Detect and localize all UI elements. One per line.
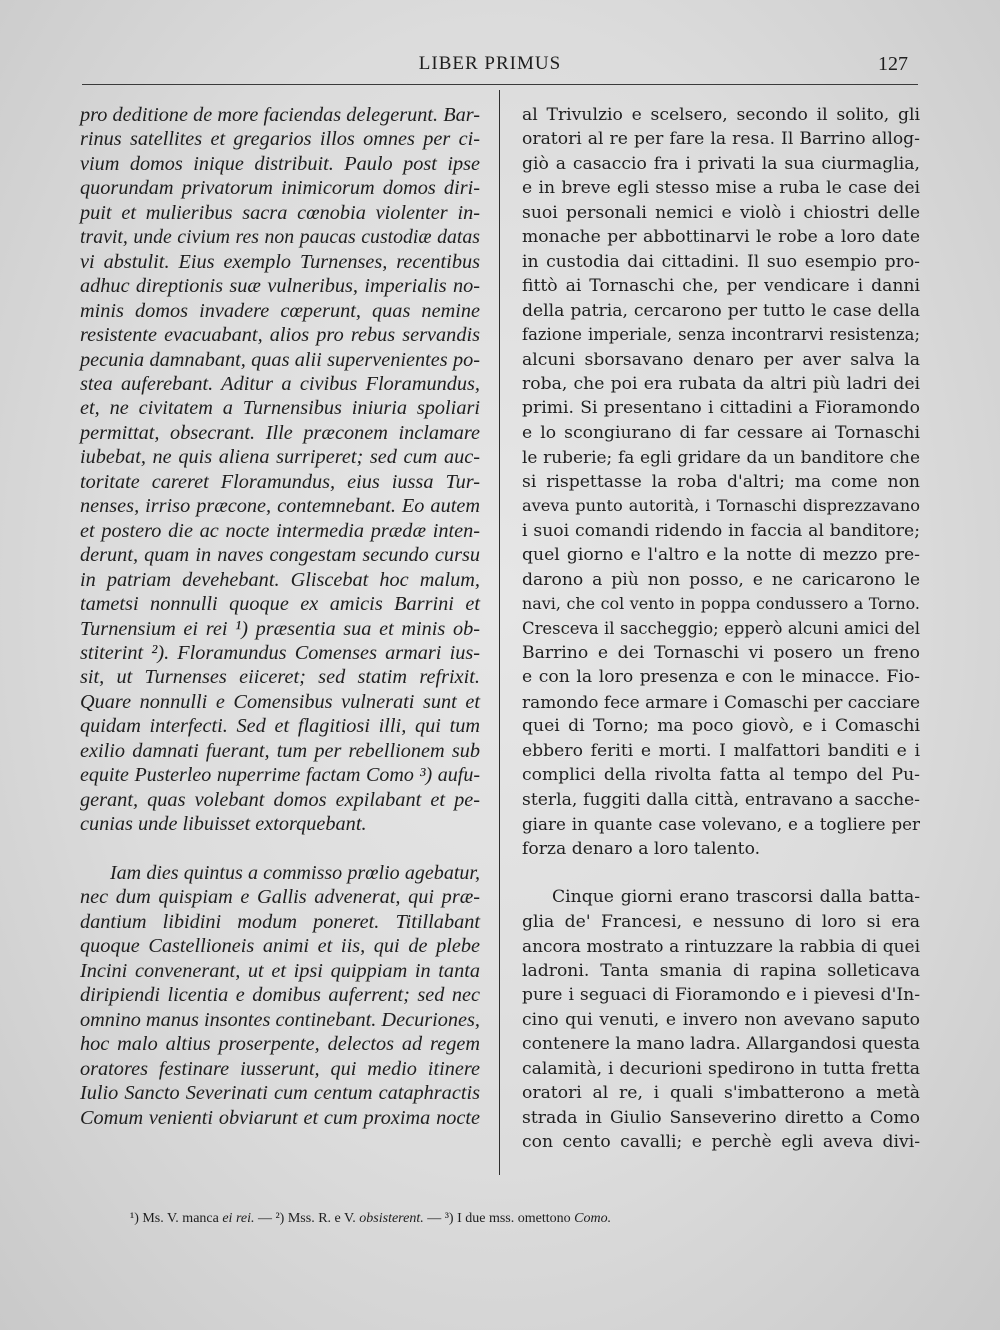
footnote-separator: —: [423, 1211, 445, 1226]
latin-line: Iam dies quintus a commisso prœlio agebatur,: [110, 862, 480, 885]
italian-line: navi, che col vento in poppa condussero a Torno.: [522, 594, 920, 614]
italian-line: le ruberie; fa egli gridare da un banditore che: [522, 447, 920, 468]
latin-line: minis domos invadere cœperunt, quas nemine: [80, 299, 480, 322]
latin-text-column: [80, 103, 480, 1130]
latin-line: cunias unde libuisset extorquebant.: [80, 813, 367, 836]
latin-line: toritate careret Floramundus, eius iussa Tur-: [80, 470, 480, 493]
italian-line: alcuni sborsavano denaro per aver salva la: [522, 349, 920, 370]
italian-line: si rispettasse la roba d'altri; ma come non: [522, 471, 920, 492]
italian-line: con cento cavalli; e perchè egli aveva divi-: [522, 1132, 920, 1153]
footnote-marker: ¹): [130, 1211, 139, 1226]
latin-line: dantium libidini modum poneret. Titillabant: [80, 910, 480, 933]
latin-line: vium domos inique distribuit. Paulo post ipse: [80, 152, 480, 175]
paragraph-gap: [80, 837, 480, 861]
italian-line: pure i seguaci di Fioramondo e i pievesi d'In-: [522, 985, 920, 1006]
italian-line: Cinque giorni erano trascorsi dalla batta-: [552, 887, 920, 908]
footnote-italic: Como.: [574, 1211, 612, 1226]
latin-line: nec dum quispiam e Gallis advenerat, qui præ-: [80, 886, 480, 909]
italian-line: e in breve egli stesso mise a ruba le case dei: [522, 178, 920, 199]
latin-line: Quare nonnulli e Comensibus vulnerati sunt et: [80, 690, 480, 713]
latin-line: pecunia damnabant, quas alii supervenientes po-: [80, 348, 480, 371]
italian-line: oratori al re per fare la resa. Il Barrino allog-: [522, 129, 920, 150]
latin-line: stea auferebant. Aditur a civibus Floramundus,: [80, 372, 480, 395]
column-divider: [499, 90, 500, 1175]
italian-line: ramondo fece armare i Comaschi per cacciare: [522, 691, 920, 712]
running-title: LIBER PRIMUS: [418, 53, 562, 74]
latin-line: tametsi nonnulli quoque ex amicis Barrini et: [80, 593, 480, 616]
footnote-text: Ms. V. manca: [138, 1211, 223, 1226]
latin-line: Iulio Sancto Severinati cum centum cataphractis: [80, 1082, 480, 1105]
italian-line: quei di Torno; ma poco giovò, e i Comaschi: [522, 716, 920, 737]
italian-text-column: [522, 103, 920, 1154]
italian-line: cino qui venuti, e invero non avevano saputo: [522, 1009, 920, 1030]
header-rule: [82, 84, 918, 85]
latin-line: iubebat, ne quis aliena surriperet; sed cum auc-: [80, 446, 480, 469]
latin-line: resistente evacuabant, alios pro rebus servandis: [80, 324, 480, 347]
footnote-marker: ²): [275, 1211, 285, 1226]
footnote-separator: —: [254, 1211, 276, 1226]
italian-line: ladroni. Tanta smania di rapina solleticava: [522, 960, 920, 981]
latin-line: Comum venienti obviarunt et cum proxima nocte: [80, 1106, 480, 1129]
italian-line: contenere la mano ladra. Allargandosi questa: [522, 1034, 920, 1055]
italian-line: della patria, cercarono per tutto le case della: [522, 300, 920, 321]
italian-line: oratori al re, i quali s'imbatterono a metà: [522, 1083, 920, 1104]
latin-line: diripiendi licentia e domibus auferrent; sed nec: [80, 984, 480, 1007]
italian-line: giare in quante case volevano, e a togliere per: [522, 814, 920, 835]
italian-line: aveva punto autorità, i Tornaschi disprezzavano: [522, 496, 920, 516]
latin-line: gerant, quas volebant domos expilabant et pe-: [80, 788, 480, 811]
italian-line: complici della rivolta fatta al tempo del Pu-: [522, 765, 920, 786]
italian-line: al Trivulzio e scelsero, secondo il solito, gli: [522, 105, 920, 125]
latin-line: puit et mulieribus sacra cœnobia violenter in-: [80, 201, 480, 224]
latin-line: quidam interfecti. Sed et flagitiosi illi, qui tum: [80, 715, 480, 738]
latin-line: quoque Castellioneis animi et iis, qui de plebe: [80, 935, 480, 958]
italian-line: monache per abbottinarvi le robe a loro date: [522, 227, 920, 248]
page-number: 127: [878, 53, 908, 75]
italian-line: ebbero feriti e morti. I malfattori banditi e i: [522, 740, 920, 761]
italian-line: giò a casaccio fra i privati la sua ciurmaglia,: [522, 153, 920, 174]
latin-line: in patriam devehebant. Gliscebat hoc malum,: [80, 568, 480, 591]
footnote-italic: obsisterent.: [359, 1211, 424, 1226]
latin-line: rinus satellites et gregarios illos omnes per ci-: [80, 128, 480, 151]
latin-line: et postero die ac nocte intermedia prædæ inten-: [80, 519, 480, 542]
italian-line: ancora mostrato a rintuzzare la rabbia di quei: [522, 936, 920, 957]
italian-line: i suoi comandi ridendo in faccia al banditore;: [522, 520, 920, 541]
latin-line: adhuc direptionis suæ vulneribus, imperialis no-: [80, 275, 480, 298]
footnote-text: Mss. R. e V.: [284, 1211, 360, 1226]
italian-line: strada in Giulio Sanseverino diretto a Como: [522, 1107, 920, 1128]
latin-line: stiterint ²). Floramundus Comenses armari ius-: [80, 641, 480, 664]
latin-line: derunt, quam in naves congestam secundo cursu: [80, 544, 480, 567]
latin-line: sit, ut Turnenses eiiceret; sed statim refrixit.: [80, 666, 480, 689]
italian-line: forza denaro a loro talento.: [522, 838, 761, 859]
italian-line: fittò ai Tornaschi che, per vendicare i danni: [522, 276, 920, 297]
italian-line: glia de' Francesi, e nessuno di loro si era: [522, 911, 920, 932]
latin-line: equite Pusterleo nuperrime factam Como ³) aufu-: [80, 764, 480, 787]
italian-line: e lo scongiurano di far cessare ai Tornaschi: [522, 422, 920, 443]
latin-line: hoc malo altius proserpente, delectos ad regem: [80, 1033, 480, 1056]
footnote-italic: ei rei.: [222, 1211, 255, 1226]
latin-line: permittat, obsecrant. Ille præconem inclamare: [80, 421, 480, 444]
italian-line: quel giorno e l'altro e la notte di mezzo pre-: [522, 545, 920, 566]
latin-line: pro deditione de more faciendas delegerunt. Bar-: [80, 104, 480, 126]
italian-line: primi. Si presentano i cittadini a Fioramondo: [522, 398, 920, 419]
italian-line: e con la loro presenza e con le minacce. Fio-: [522, 667, 920, 688]
footnote-text: I due mss. omettono: [453, 1211, 575, 1226]
latin-line: omnino manus insontes continebant. Decuriones,: [80, 1008, 480, 1031]
latin-line: travit, unde civium res non paucas custodiæ datas: [80, 226, 480, 249]
latin-line: exilio damnati fuerant, tum per rebellionem sub: [80, 739, 480, 762]
latin-line: vi abstulit. Eius exemplo Turnenses, recentibus: [80, 250, 480, 273]
latin-line: Turnensium ei rei ¹) præsentia sua et minis ob-: [80, 617, 480, 640]
footnote-marker: ³): [444, 1211, 454, 1226]
italian-line: Barrino e dei Tornaschi vi posero un freno: [522, 642, 920, 663]
italian-line: darono a più non posso, e ne caricarono le: [522, 569, 920, 590]
paragraph-gap: [522, 861, 920, 885]
italian-line: sterla, fuggiti dalla città, entravano a sacche-: [522, 789, 920, 810]
latin-line: Incini convenerant, ut et ipsi quippiam in tanta: [80, 959, 480, 982]
latin-line: quorundam privatorum inimicorum domos diri-: [80, 177, 480, 200]
italian-line: fazione imperiale, senza incontrarvi resistenza;: [522, 325, 920, 345]
italian-line: in custodia dai cittadini. Il suo esempio pro-: [522, 251, 920, 272]
latin-line: nenses, irriso præcone, contemnebant. Eo autem: [80, 495, 480, 518]
latin-line: oratores festinare iusserunt, qui medio itinere: [80, 1057, 480, 1080]
footnotes: [130, 1211, 611, 1227]
italian-line: roba, che poi era rubata da altri più ladri dei: [522, 373, 920, 394]
italian-line: Cresceva il saccheggio; epperò alcuni amici del: [522, 618, 920, 638]
italian-line: calamità, i decurioni spedirono in tutta fretta: [522, 1058, 920, 1079]
italian-line: suoi personali nemici e violò i chiostri delle: [522, 202, 920, 223]
latin-line: et, ne civitatem a Turnensibus iniuria spoliari: [80, 397, 480, 420]
